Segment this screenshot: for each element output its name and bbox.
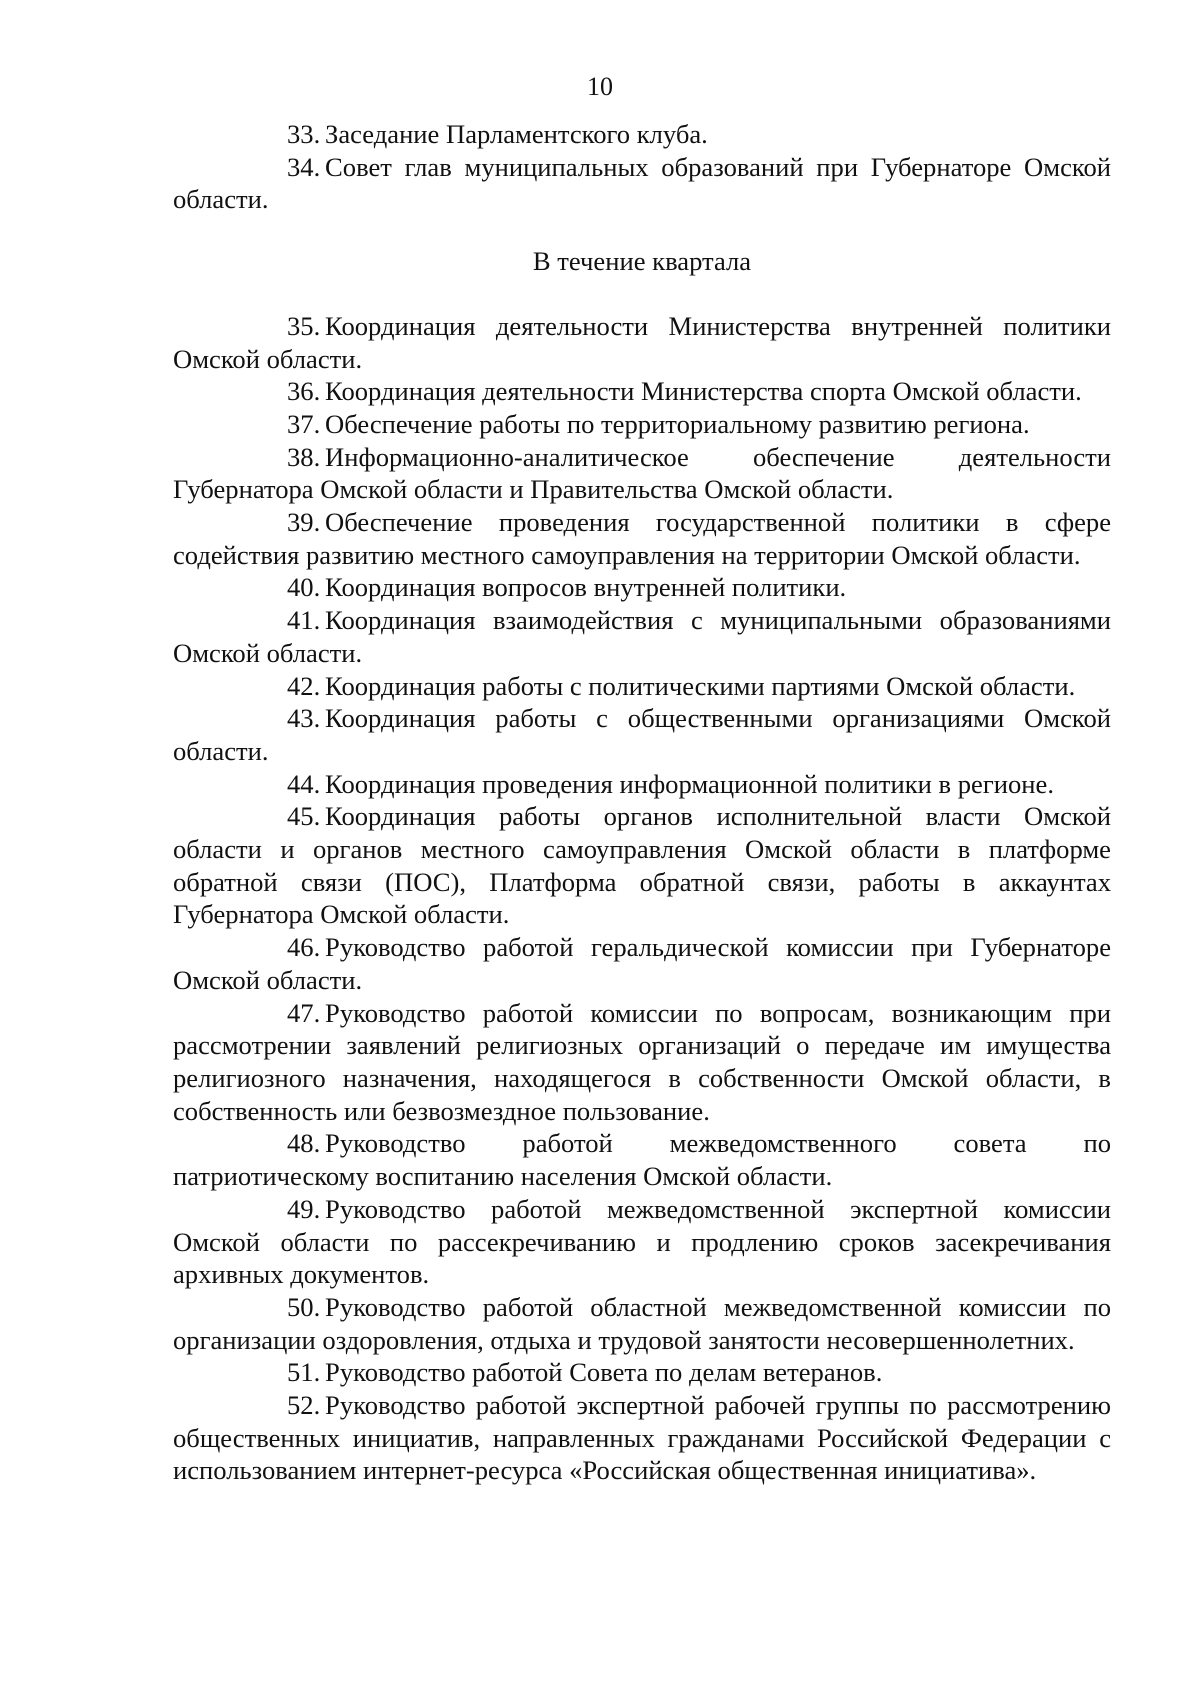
item-text: Координация взаимодействия с муниципальными образованиями Омской области. — [173, 605, 1111, 668]
item-text: Руководство работой Совета по делам ветеранов. — [325, 1357, 883, 1388]
item-number: 51. — [287, 1357, 321, 1388]
list-item — [173, 118, 1111, 151]
item-text: Координация проведения информационной политики в регионе. — [325, 768, 1054, 799]
document-body — [173, 118, 1111, 1487]
item-number: 47. — [287, 997, 321, 1028]
item-text: Руководство работой комиссии по вопросам, возникающим при рассмотрении заявлений религиозных организаций о передаче им имущества религиозного назначения, находящегося в собственности Омской области, в собственность или безвозмездное пользование. — [173, 997, 1111, 1126]
item-text: Обеспечение проведения государственной политики в сфере содействия развитию местного самоуправления на территории Омской области. — [173, 507, 1111, 570]
item-number: 42. — [287, 670, 321, 701]
section-heading: В течение квартала — [532, 246, 752, 277]
list-item — [173, 408, 1111, 441]
list-item — [173, 997, 1111, 1128]
item-text: Руководство работой экспертной рабочей группы по рассмотрению общественных инициатив, направленных гражданами Российской Федерации с использованием интернет-ресурса «Российская общественная инициатива». — [173, 1390, 1111, 1486]
item-number: 43. — [287, 703, 321, 734]
list-item — [173, 1356, 1111, 1389]
item-text: Координация работы органов исполнительной власти Омской области и органов местного самоуправления Омской области в платформе обратной связи (ПОС), Платформа обратной связи, работы в аккаунтах Губернатора Омской области. — [173, 801, 1111, 930]
item-number: 39. — [287, 507, 321, 538]
item-number: 35. — [287, 310, 321, 341]
items-after-heading — [173, 310, 1111, 1487]
list-item — [173, 506, 1111, 571]
list-item — [173, 310, 1111, 375]
item-number: 37. — [287, 408, 321, 439]
list-item — [173, 702, 1111, 767]
item-text: Совет глав муниципальных образований при Губернаторе Омской области. — [173, 151, 1111, 215]
item-number: 48. — [287, 1128, 321, 1159]
list-item — [173, 931, 1111, 996]
item-number: 36. — [287, 376, 321, 407]
item-text: Руководство работой межведомственной экспертной комиссии Омской области по рассекречиванию и продлению сроков засекречивания архивных документов. — [173, 1193, 1111, 1290]
item-number: 45. — [287, 801, 321, 832]
item-text: Координация деятельности Министерства спорта Омской области. — [325, 376, 1082, 407]
list-item — [173, 375, 1111, 408]
item-text: Координация деятельности Министерства внутренней политики Омской области. — [173, 310, 1111, 374]
item-number: 49. — [287, 1193, 321, 1224]
list-item — [173, 1389, 1111, 1487]
item-number: 50. — [287, 1291, 321, 1322]
list-item — [173, 441, 1111, 506]
item-number: 46. — [287, 932, 321, 963]
list-item — [173, 571, 1111, 604]
list-item — [173, 151, 1111, 216]
item-text: Координация работы с общественными организациями Омской области. — [173, 703, 1111, 766]
page-number: 10 — [587, 72, 613, 101]
item-text: Координация работы с политическими партиями Омской области. — [325, 670, 1076, 701]
item-text: Координация вопросов внутренней политики. — [325, 572, 847, 603]
item-number: 41. — [287, 605, 321, 636]
item-text: Руководство работой областной межведомственной комиссии по организации оздоровления, отдыха и трудовой занятости несовершеннолетних. — [173, 1291, 1111, 1355]
item-number: 44. — [287, 768, 321, 799]
item-text: Руководство работой геральдической комиссии при Губернаторе Омской области. — [173, 932, 1111, 995]
item-number: 38. — [287, 441, 321, 472]
item-text: Информационно-аналитическое обеспечение деятельности Губернатора Омской области и Правительства Омской области. — [173, 441, 1111, 505]
item-number: 34. — [287, 151, 321, 182]
item-number: 52. — [287, 1390, 321, 1421]
list-item — [173, 800, 1111, 931]
items-before-heading — [173, 118, 1111, 216]
item-text: Заседание Парламентского клуба. — [325, 119, 708, 149]
list-item — [173, 768, 1111, 801]
list-item — [173, 1193, 1111, 1291]
list-item — [173, 604, 1111, 669]
list-item — [173, 670, 1111, 703]
list-item — [173, 1127, 1111, 1192]
item-text: Обеспечение работы по территориальному развитию региона. — [325, 408, 1030, 439]
item-text: Руководство работой межведомственного совета по патриотическому воспитанию населения Омской области. — [173, 1128, 1111, 1192]
list-item — [173, 1291, 1111, 1356]
item-number: 33. — [287, 119, 321, 149]
item-number: 40. — [287, 572, 321, 603]
